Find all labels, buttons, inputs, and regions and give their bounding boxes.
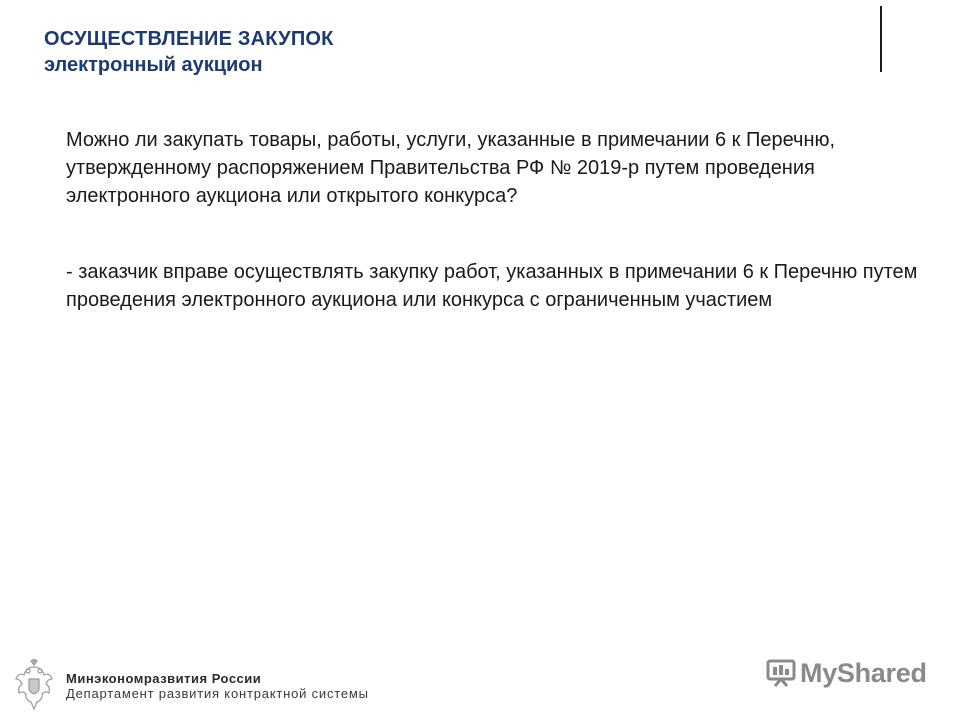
watermark bbox=[766, 656, 927, 690]
slide-subtitle: электронный аукцион bbox=[44, 54, 263, 76]
coat-of-arms-icon bbox=[14, 659, 54, 711]
presentation-icon bbox=[766, 658, 796, 688]
header-divider bbox=[880, 6, 882, 72]
footer-department: Департамент развития контрактной системы bbox=[66, 686, 369, 701]
slide-body bbox=[66, 126, 926, 314]
slide-header bbox=[44, 26, 334, 78]
footer-org: Минэкономразвития России bbox=[66, 671, 262, 686]
question-text: Можно ли закупать товары, работы, услуги, указанные в примечании 6 к Перечню, утвержденному распоряжением Правительства РФ № 2019-р путем проведения электронного аукциона или открытого конкурса? bbox=[66, 129, 836, 207]
slide-title: ОСУЩЕСТВЛЕНИЕ ЗАКУПОК bbox=[44, 28, 334, 50]
footer bbox=[66, 671, 369, 701]
watermark-text: MyShared bbox=[800, 657, 927, 688]
answer-text: - заказчик вправе осуществлять закупку работ, указанных в примечании 6 к Перечню путем проведения электронного аукциона или конкурса с ограниченным участием bbox=[66, 261, 918, 311]
